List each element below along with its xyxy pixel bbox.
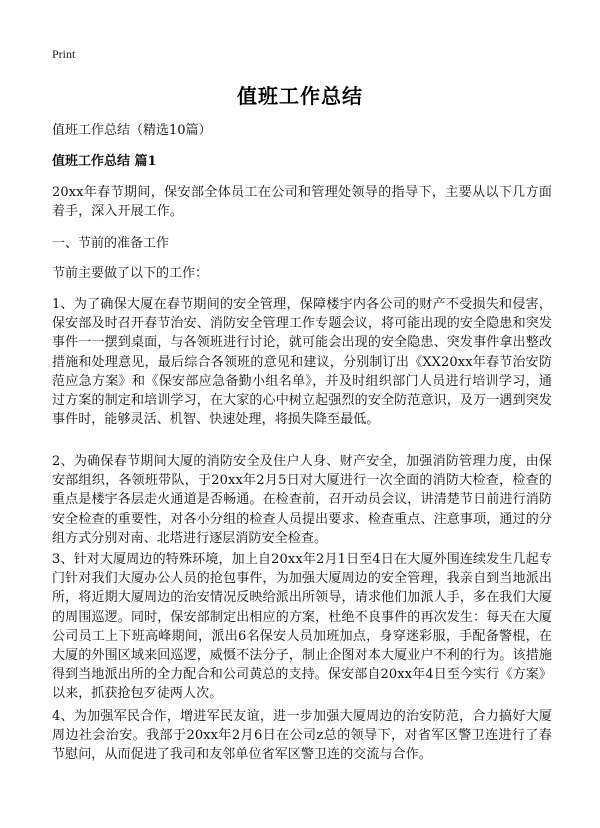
- document-subtitle: 值班工作总结（精选10篇）: [52, 123, 212, 138]
- document-title: 值班工作总结: [237, 84, 363, 108]
- body-paragraph: 3、针对大厦周边的特殊环境，加上自20xx年2月1日至4日在大厦外围连续发生几起专门针对我们大厦办公人员的抢包事件，为加强大厦周边的安全管理，我亲自到当地派出所，将近期大厦周边的治安情况反映给派出所领导，请求他们加派人手，多在我们大厦的周围巡逻。同时，保安部制定出相应的方案，杜绝不良事件的再次发生：每天在大厦公司员工上下班高峰期间，派出6名保安人员加班加点，身穿迷彩服，手配备警棍，在大厦的外围区域来回巡逻，威慑不法分子，制止企图对本大厦业户不利的行为。该措施得到当地派出所的全力配合和公司黄总的支持。保安部自20xx年4日至今实行《方案》以来，抓获抢包歹徒两人次。: [52, 552, 552, 702]
- section-one-heading: 一、节前的准备工作: [52, 236, 170, 251]
- print-link[interactable]: Print: [52, 47, 76, 61]
- section-heading: 值班工作总结 篇1: [52, 154, 157, 169]
- intro-paragraph: 20xx年春节期间，保安部全体员工在公司和管理处领导的指导下，主要从以下几方面着手，深入开展工作。: [52, 185, 552, 220]
- body-paragraph: 1、为了确保大厦在春节期间的安全管理，保障楼宇内各公司的财产不受损失和侵害，保安部及时召开春节治安、消防安全管理工作专题会议，将可能出现的安全隐患和突发事件一一摆到桌面，与各领班进行讨论，就可能会出现的安全隐患、突发事件拿出整改措施和处理意见，最后综合各领班的意见和建议，分别制订出《XX20xx年春节治安防范应急方案》和《保安部应急备勤小组名单》，并及时组织部门人员进行培训学习，通过方案的制定和培训学习，在大家的心中树立起强烈的安全防范意识，及万一遇到突发事件时，能够灵活、机智、快速处理，将损失降至最低。: [52, 297, 552, 428]
- summary-line: 节前主要做了以下的工作：: [52, 266, 209, 281]
- body-paragraph: 4、为加强军民合作，增进军民友谊，进一步加强大厦周边的治安防范，合力搞好大厦周边社会治安。我部于20xx年2月6日在公司z总的领导下，对省军区警卫连进行了春节慰问，从而促进了我司和友邻单位省军区警卫连的交流与合作。: [52, 709, 552, 763]
- body-paragraph: 2、为确保春节期间大厦的消防安全及住户人身、财产安全，加强消防管理力度，由保安部组织，各领班带队，于20xx年2月5日对大厦进行一次全面的消防大检查，检查的重点是楼宇各层走火通道是否畅通。在检查前，召开动员会议，讲清楚节日前进行消防安全检查的重要性，对各小分组的检查人员提出要求、检查重点、注意事项，通过的分组方式分别对南、北塔进行逐层消防安全检查。: [52, 454, 552, 546]
